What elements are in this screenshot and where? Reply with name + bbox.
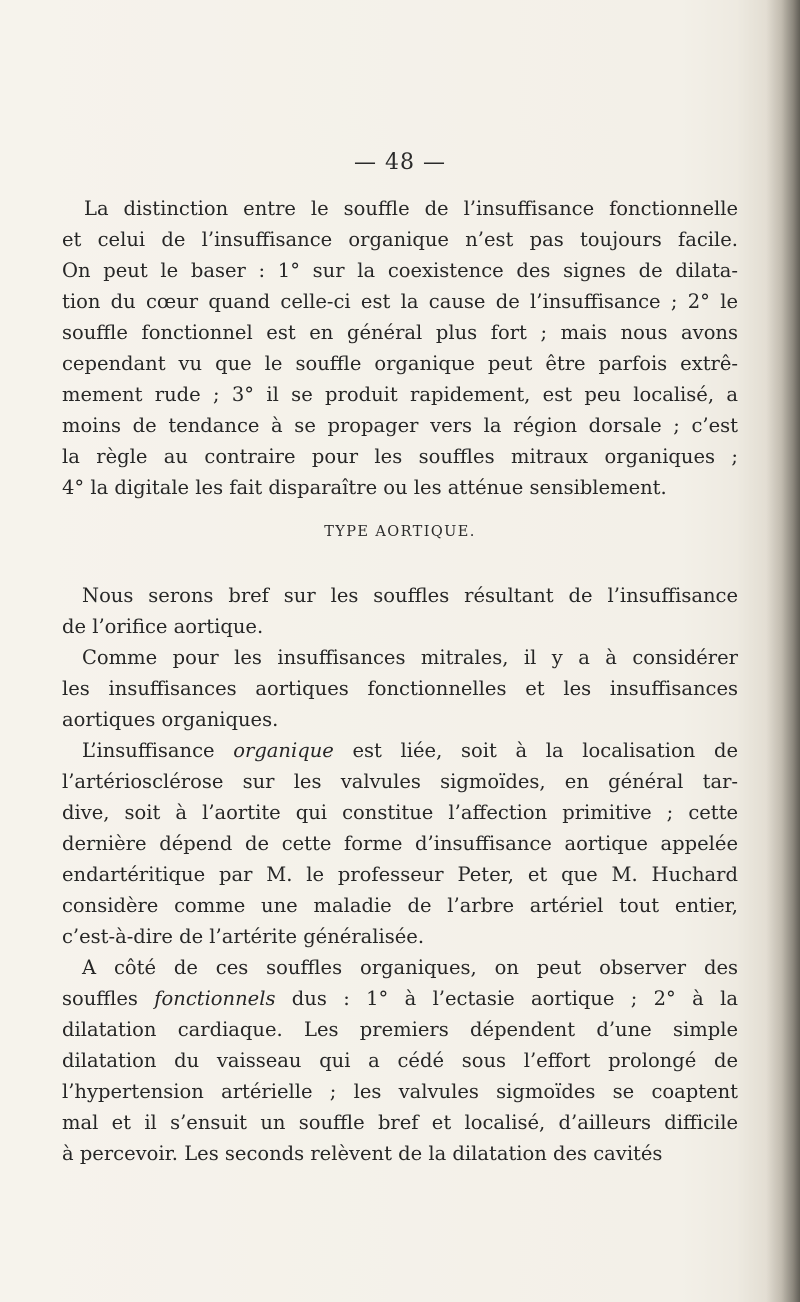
italic-term-organique: organique	[233, 739, 334, 762]
text-line: considère comme une maladie de l’arbre artériel tout entier,	[62, 894, 738, 917]
text-line: l’hypertension artérielle ; les valvules sigmoïdes se coaptent	[62, 1080, 738, 1103]
text-line: dilatation cardiaque. Les premiers dépendent d’une simple	[62, 1018, 738, 1041]
text-run: dus : 1° à l’ectasie aortique ; 2° à la	[275, 987, 738, 1010]
text-line: l’artériosclérose sur les valvules sigmoïdes, en général tar-	[62, 770, 738, 793]
text-line: de l’orifice aortique.	[62, 615, 264, 638]
text-line: Nous serons bref sur les souffles résultant de l’insuffisance	[82, 584, 738, 607]
aortic-type-section	[62, 580, 738, 1169]
text-line: cependant vu que le souffle organique peut être parfois extrê-	[62, 352, 738, 375]
text-run: souffles	[62, 987, 155, 1010]
text-line: 4° la digitale les fait disparaître ou les atténue sensiblement.	[62, 476, 667, 499]
text-line: aortiques organiques.	[62, 708, 279, 731]
text-line: dernière dépend de cette forme d’insuffisance aortique appelée	[62, 832, 738, 855]
text-line: la règle au contraire pour les souffles mitraux organiques ;	[62, 445, 738, 468]
text-line: dilatation du vaisseau qui a cédé sous l’effort prolongé de	[62, 1049, 738, 1072]
text-line: dive, soit à l’aortite qui constitue l’affection primitive ; cette	[62, 801, 738, 824]
section-heading: TYPE AORTIQUE.	[324, 524, 476, 540]
text-line: endartéritique par M. le professeur Peter, et que M. Huchard	[62, 863, 738, 886]
italic-term-fonctionnels: fonctionnels	[154, 987, 276, 1010]
text-line: On peut le baser : 1° sur la coexistence des signes de dilata-	[62, 259, 738, 282]
text-line: moins de tendance à se propager vers la région dorsale ; c’est	[62, 414, 738, 437]
text-line: souffle fonctionnel est en général plus fort ; mais nous avons	[62, 321, 738, 344]
text-line	[62, 735, 738, 766]
text-line: les insuffisances aortiques fonctionnelles et les insuffisances	[62, 677, 738, 700]
text-line: tion du cœur quand celle-ci est la cause de l’insuffisance ; 2° le	[62, 290, 738, 313]
text-line: c’est-à-dire de l’artérite généralisée.	[62, 925, 425, 948]
text-line: à percevoir. Les seconds relèvent de la dilatation des cavités	[62, 1142, 663, 1165]
text-line: mal et il s’ensuit un souffle bref et localisé, d’ailleurs difficile	[62, 1111, 738, 1134]
text-line: Comme pour les insuffisances mitrales, il y a à considérer	[82, 646, 738, 669]
text-line: mement rude ; 3° il se produit rapidement, est peu localisé, a	[62, 383, 738, 406]
text-run: est liée, soit à la localisation de	[333, 739, 739, 762]
text-line: La distinction entre le souffle de l’insuffisance fonctionnelle	[84, 197, 738, 220]
text-run: L’insuffisance	[82, 739, 234, 762]
text-line: A côté de ces souffles organiques, on peut observer des	[82, 956, 738, 979]
text-line: et celui de l’insuffisance organique n’est pas toujours facile.	[62, 228, 738, 251]
page-number: — 48 —	[354, 150, 446, 175]
paragraph-functional-vs-organic	[62, 193, 738, 503]
text-line	[62, 983, 738, 1014]
page-edge-shadow	[766, 0, 800, 1302]
